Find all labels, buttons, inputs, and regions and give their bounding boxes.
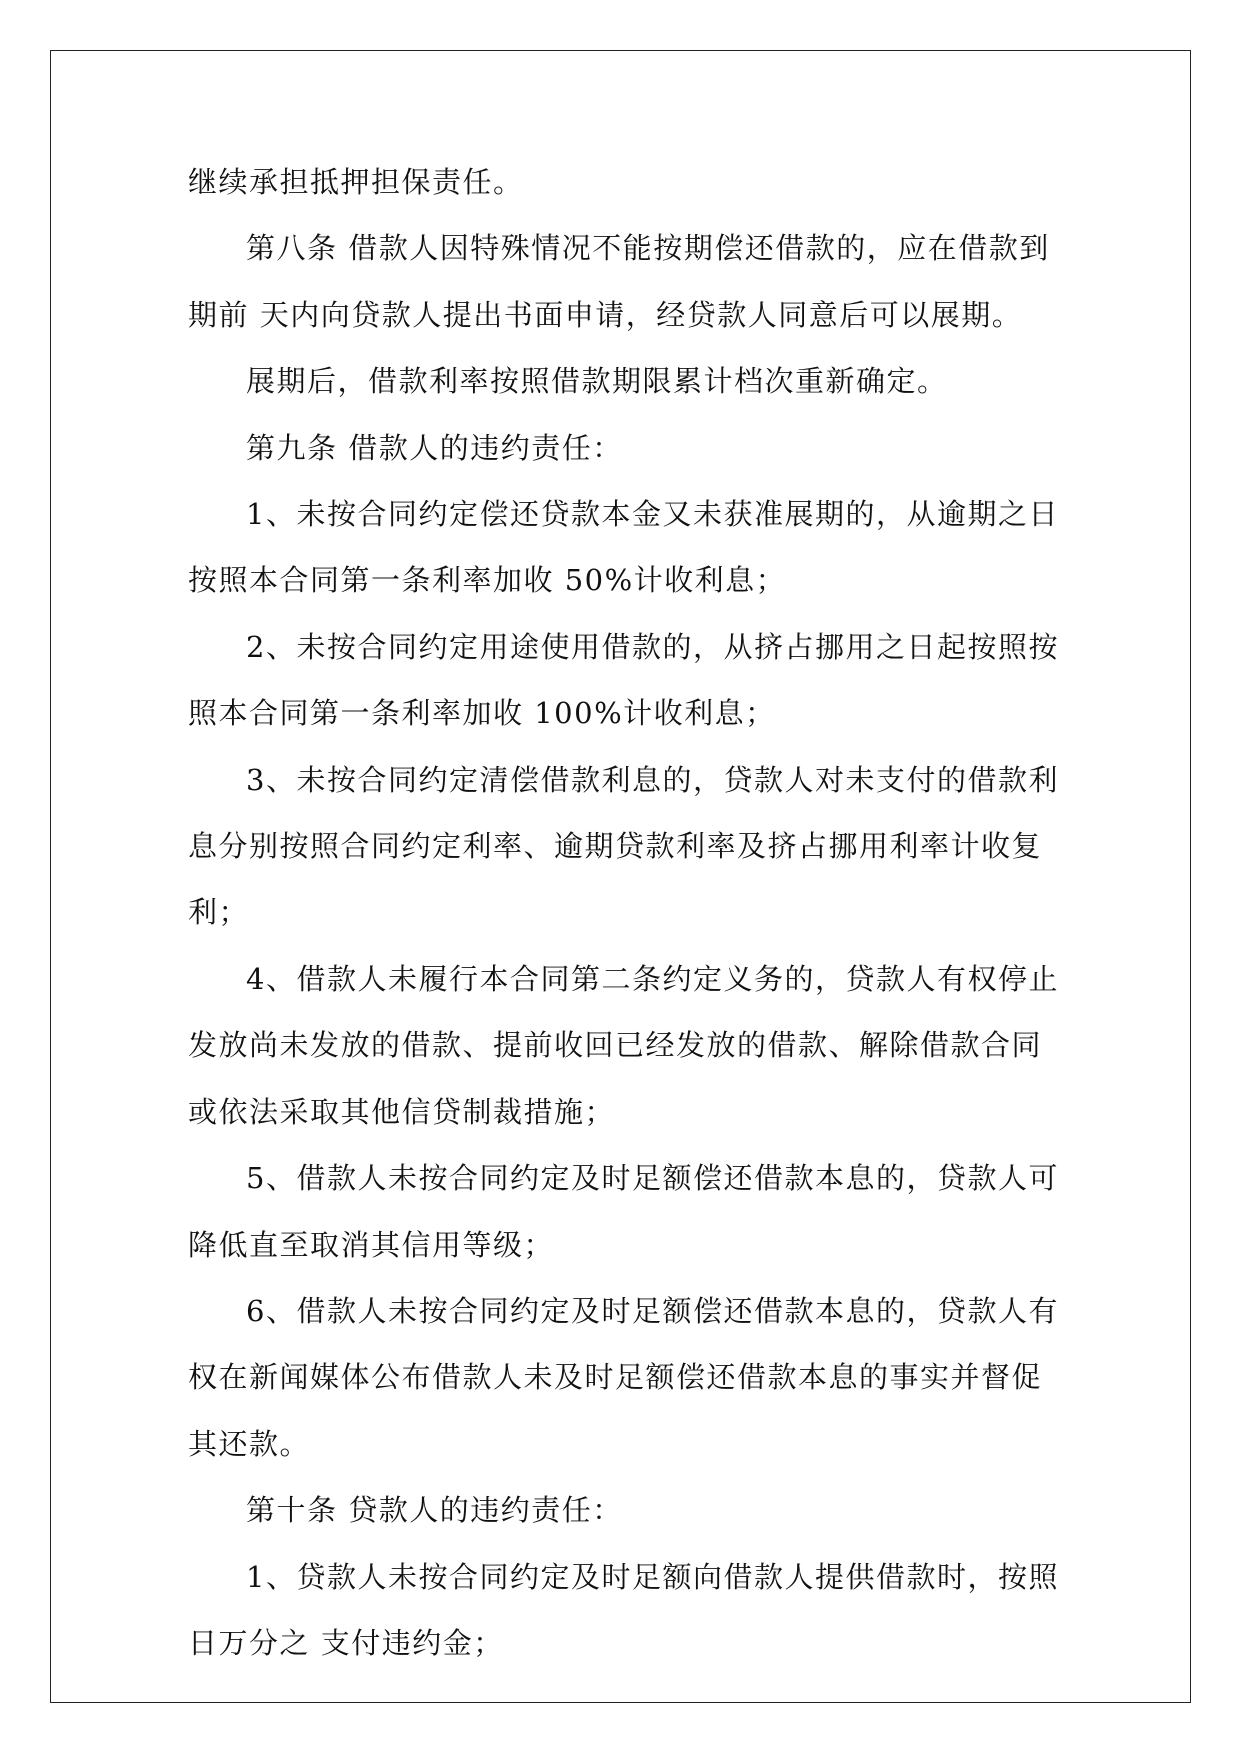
paragraph-article-9-item-3: 3、未按合同约定清偿借款利息的，贷款人对未支付的借款利息分别按照合同约定利率、逾期贷款利率及挤占挪用利率计收复利； — [188, 762, 1059, 930]
paragraph-continuation: 继续承担抵押担保责任。 — [188, 165, 524, 199]
paragraph-article-9-item-4: 4、借款人未履行本合同第二条约定义务的，贷款人有权停止发放尚未发放的借款、提前收回已经发放的借款、解除借款合同或依法采取其他信贷制裁措施； — [188, 961, 1059, 1129]
paragraph-extension-rate: 展期后，借款利率按照借款期限累计档次重新确定。 — [246, 364, 948, 399]
paragraph-article-9-item-2: 2、未按合同约定用途使用借款的，从挤占挪用之日起按照按照本合同第一条利率加收 100%计收利息； — [188, 629, 1059, 731]
paragraph-article-9-item-1: 1、未按合同约定偿还贷款本金又未获准展期的，从逾期之日按照本合同第一条利率加收 50%计收利息； — [188, 497, 1059, 598]
paragraph-article-9-item-6: 6、借款人未按合同约定及时足额偿还借款本息的，贷款人有权在新闻媒体公布借款人未及时足额偿还借款本息的事实并督促其还款。 — [188, 1293, 1059, 1461]
paragraph-article-10-item-1: 1、贷款人未按合同约定及时足额向借款人提供借款时，按照日万分之 支付违约金； — [188, 1559, 1059, 1660]
paragraph-article-8: 第八条 借款人因特殊情况不能按期偿还借款的，应在借款到期前 天内向贷款人提出书面申请，经贷款人同意后可以展期。 — [188, 231, 1050, 332]
paragraph-article-9-heading: 第九条 借款人的违约责任： — [246, 430, 623, 465]
paragraph-article-10-heading: 第十条 贷款人的违约责任： — [246, 1493, 623, 1528]
paragraph-article-9-item-5: 5、借款人未按合同约定及时足额偿还借款本息的，贷款人可降低直至取消其信用等级； — [188, 1161, 1059, 1262]
document-body — [188, 149, 1068, 1676]
